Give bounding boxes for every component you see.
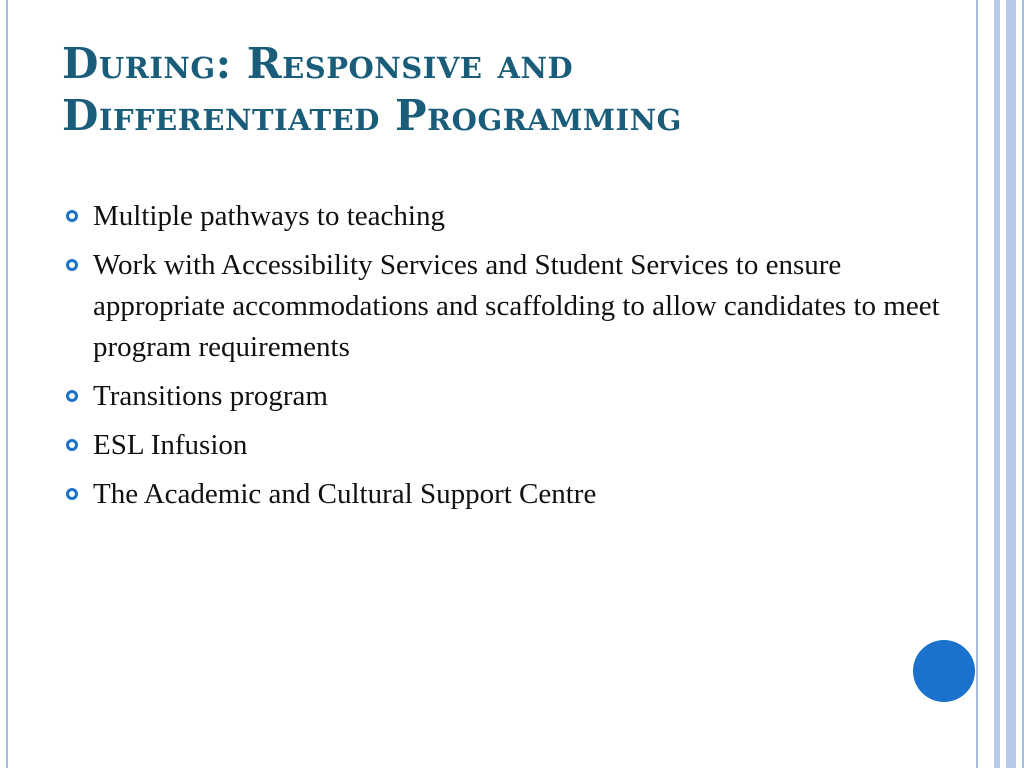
slide-title-line1: During: Responsive and	[62, 39, 574, 88]
right-decorative-stripes	[976, 0, 1024, 768]
left-border-rule	[6, 0, 8, 768]
bullet-text: Transitions program	[93, 380, 328, 412]
ring-bullet-icon	[66, 390, 78, 402]
slide-title	[62, 38, 962, 142]
ring-bullet-icon	[66, 488, 78, 500]
bullet-item	[62, 474, 962, 515]
bullet-item	[62, 425, 962, 466]
bullet-text: The Academic and Cultural Support Centre	[93, 478, 597, 510]
ring-bullet-icon	[66, 439, 78, 451]
bullet-list	[62, 196, 962, 523]
ring-bullet-icon	[66, 259, 78, 271]
stripe	[978, 0, 994, 768]
bullet-text: Work with Accessibility Services and Student Services to ensure appropriate accommodations and scaffolding to allow candidates to meet program requirements	[93, 249, 940, 363]
ring-bullet-icon	[66, 210, 78, 222]
stripe	[1006, 0, 1016, 768]
bullet-text: ESL Infusion	[93, 429, 248, 461]
bullet-text: Multiple pathways to teaching	[93, 200, 445, 232]
bullet-item	[62, 376, 962, 417]
bullet-item	[62, 245, 962, 368]
decorative-circle-icon	[913, 640, 975, 702]
bullet-item	[62, 196, 962, 237]
slide-title-line2: Differentiated Programming	[62, 91, 682, 140]
